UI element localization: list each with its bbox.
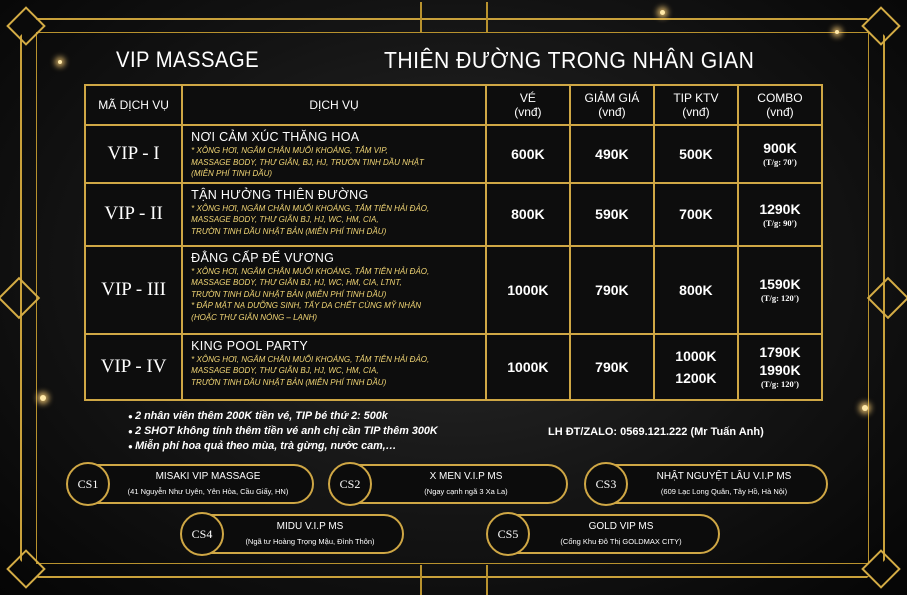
- tip-price: 1000K: [675, 347, 717, 364]
- branch-name: GOLD VIP MS: [588, 521, 654, 532]
- branch-name: MIDU V.I.P MS: [276, 521, 344, 532]
- combo-cell: [738, 246, 822, 334]
- header-service-code: MÃ DỊCH VỤ: [85, 85, 182, 125]
- branch-name: X MEN V.I.P MS: [429, 471, 503, 482]
- service-code: VIP - III: [85, 246, 182, 334]
- branch-address: (Ngay cạnh ngã 3 Xa La): [424, 487, 508, 496]
- service-name: NƠI CẢM XÚC THĂNG HOA: [191, 130, 360, 144]
- service-detail: MASSAGE BODY, THƯ GIÃN, BJ, HJ, TRƯỜN TINH DẦU NHẬT: [191, 157, 424, 167]
- service-detail: MASSAGE BODY, THƯ GIÃN BJ, HJ, WC, HM, CIA, LTNT,: [191, 278, 402, 288]
- discount-price: 590K: [570, 183, 654, 246]
- service-code: VIP - I: [85, 125, 182, 183]
- header-tip: TIP KTV (vnđ): [654, 85, 738, 125]
- tip-cell: [654, 334, 738, 400]
- service-code: VIP - II: [85, 183, 182, 246]
- header-combo: COMBO (vnđ): [738, 85, 822, 125]
- service-description: [182, 183, 486, 246]
- top-ornament-line: [486, 2, 488, 32]
- branch-code: CS3: [584, 462, 628, 506]
- service-code: VIP - IV: [85, 334, 182, 400]
- note-item: ● Miễn phí hoa quả theo mùa, trà gừng, nước cam,…: [128, 439, 438, 454]
- branch-badge-cs2: [336, 464, 568, 504]
- discount-price: 790K: [570, 246, 654, 334]
- service-detail: TRƯỜN TINH DẦU NHẬT BẢN (MIỄN PHÍ TINH DẦU): [191, 289, 387, 299]
- bottom-ornament-line: [486, 565, 488, 595]
- ticket-price: 1000K: [486, 334, 570, 400]
- contact-info: LH ĐT/ZALO: 0569.121.222 (Mr Tuấn Anh): [548, 426, 764, 438]
- tip-price: 700K: [654, 183, 738, 246]
- sparkle-decoration: [58, 60, 62, 64]
- service-name: ĐẲNG CẤP ĐẾ VƯƠNG: [191, 250, 335, 265]
- right-title: THIÊN ĐƯỜNG TRONG NHÂN GIAN: [384, 47, 755, 73]
- note-item: ● 2 nhân viên thêm 200K tiền vé, TIP bé thứ 2: 500k: [128, 409, 438, 424]
- combo-cell: [738, 125, 822, 183]
- service-detail: TRƯỜN TINH DẦU NHẬT BẢN (MIỄN PHÍ TINH DẦU): [191, 377, 387, 387]
- notes-list: [128, 409, 438, 454]
- combo-time: (T/g: 120'): [760, 379, 799, 390]
- branch-code: CS2: [328, 462, 372, 506]
- combo-price: 1590K: [759, 276, 801, 293]
- service-description: [182, 125, 486, 183]
- table-row: [85, 334, 822, 400]
- header-ticket: VÉ (vnđ): [486, 85, 570, 125]
- table-header-row: [85, 85, 822, 125]
- branch-badge-cs1: [74, 464, 314, 504]
- branch-name: MISAKI VIP MASSAGE: [155, 471, 261, 482]
- table-row: [85, 183, 822, 246]
- service-detail: (MIỄN PHÍ TINH DẦU): [191, 169, 273, 178]
- service-detail: (HOẶC THƯ GIÃN NÓNG – LẠNH): [191, 312, 318, 322]
- note-item: ● 2 SHOT không tính thêm tiền vé anh chị cần TIP thêm 300K: [128, 424, 438, 439]
- tip-price: 800K: [654, 246, 738, 334]
- branch-code: CS1: [66, 462, 110, 506]
- sparkle-decoration: [660, 10, 665, 15]
- combo-cell: [738, 334, 822, 400]
- service-detail: * XÔNG HƠI, NGÂM CHÂN MUỐI KHOÁNG, TẮM VIP,: [191, 146, 388, 155]
- discount-price: 790K: [570, 334, 654, 400]
- service-detail: * ĐẮP MẶT NẠ DƯỠNG SINH, TẨY DA CHẾT CÙNG MỸ NHÂN: [191, 301, 422, 311]
- branch-code: CS4: [180, 512, 224, 556]
- combo-cell: [738, 183, 822, 246]
- service-name: KING POOL PARTY: [191, 338, 308, 353]
- combo-price: 1990K: [759, 362, 801, 379]
- ticket-price: 800K: [486, 183, 570, 246]
- branch-name: NHẬT NGUYỆT LÂU V.I.P MS: [656, 471, 792, 482]
- table-row: [85, 125, 822, 183]
- ticket-price: 600K: [486, 125, 570, 183]
- price-table: [84, 84, 823, 401]
- combo-time: (T/g: 120'): [760, 293, 799, 304]
- service-detail: * XÔNG HƠI, NGÂM CHÂN MUỐI KHOÁNG, TẮM TIÊN HẢI ĐẢO,: [191, 354, 430, 364]
- service-detail: MASSAGE BODY, THƯ GIÃN BJ, HJ, WC, HM, CIA,: [191, 366, 379, 376]
- branch-address: (Cổng Khu Đô Thị GOLDMAX CITY): [560, 537, 682, 546]
- sparkle-decoration: [835, 30, 839, 34]
- left-title: VIP MASSAGE: [116, 47, 260, 72]
- branch-address: (Ngã tư Hoàng Trọng Mậu, Đình Thôn): [245, 537, 375, 546]
- branch-address: (609 Lạc Long Quân, Tây Hồ, Hà Nội): [660, 487, 788, 496]
- branch-badge-cs4: [188, 514, 404, 554]
- service-detail: TRƯỜN TINH DẦU NHẬT BẢN (MIỄN PHÍ TINH DẦU): [191, 226, 387, 236]
- bottom-ornament-line: [420, 565, 422, 595]
- sparkle-decoration: [40, 395, 46, 401]
- tip-price: 500K: [654, 125, 738, 183]
- combo-price: 1290K: [759, 200, 801, 217]
- tip-price: 1200K: [675, 369, 717, 386]
- service-name: TẬN HƯỞNG THIÊN ĐƯỜNG: [191, 187, 369, 202]
- service-description: [182, 334, 486, 400]
- combo-time: (T/g: 70'): [763, 157, 797, 168]
- branch-badge-cs5: [494, 514, 720, 554]
- combo-price: 900K: [763, 140, 797, 157]
- service-detail: * XÔNG HƠI, NGÂM CHÂN MUỐI KHOÁNG, TẮM TIÊN HẢI ĐẢO,: [191, 203, 430, 213]
- service-detail: * XÔNG HƠI, NGÂM CHÂN MUỐI KHOÁNG, TẮM TIÊN HẢI ĐẢO,: [191, 266, 430, 276]
- combo-price: 1790K: [759, 344, 801, 361]
- sparkle-decoration: [862, 405, 868, 411]
- branch-badge-cs3: [592, 464, 828, 504]
- discount-price: 490K: [570, 125, 654, 183]
- ticket-price: 1000K: [486, 246, 570, 334]
- table-row: [85, 246, 822, 334]
- top-ornament-line: [420, 2, 422, 32]
- header-discount: GIẢM GIÁ (vnđ): [570, 85, 654, 125]
- service-detail: MASSAGE BODY, THƯ GIÃN BJ, HJ, WC, HM, CIA,: [191, 215, 379, 225]
- header-service: DỊCH VỤ: [182, 85, 486, 125]
- branch-address: (41 Nguyễn Như Uyên, Yên Hòa, Cầu Giấy, HN): [127, 487, 289, 496]
- branch-code: CS5: [486, 512, 530, 556]
- combo-time: (T/g: 90'): [763, 217, 797, 228]
- service-description: [182, 246, 486, 334]
